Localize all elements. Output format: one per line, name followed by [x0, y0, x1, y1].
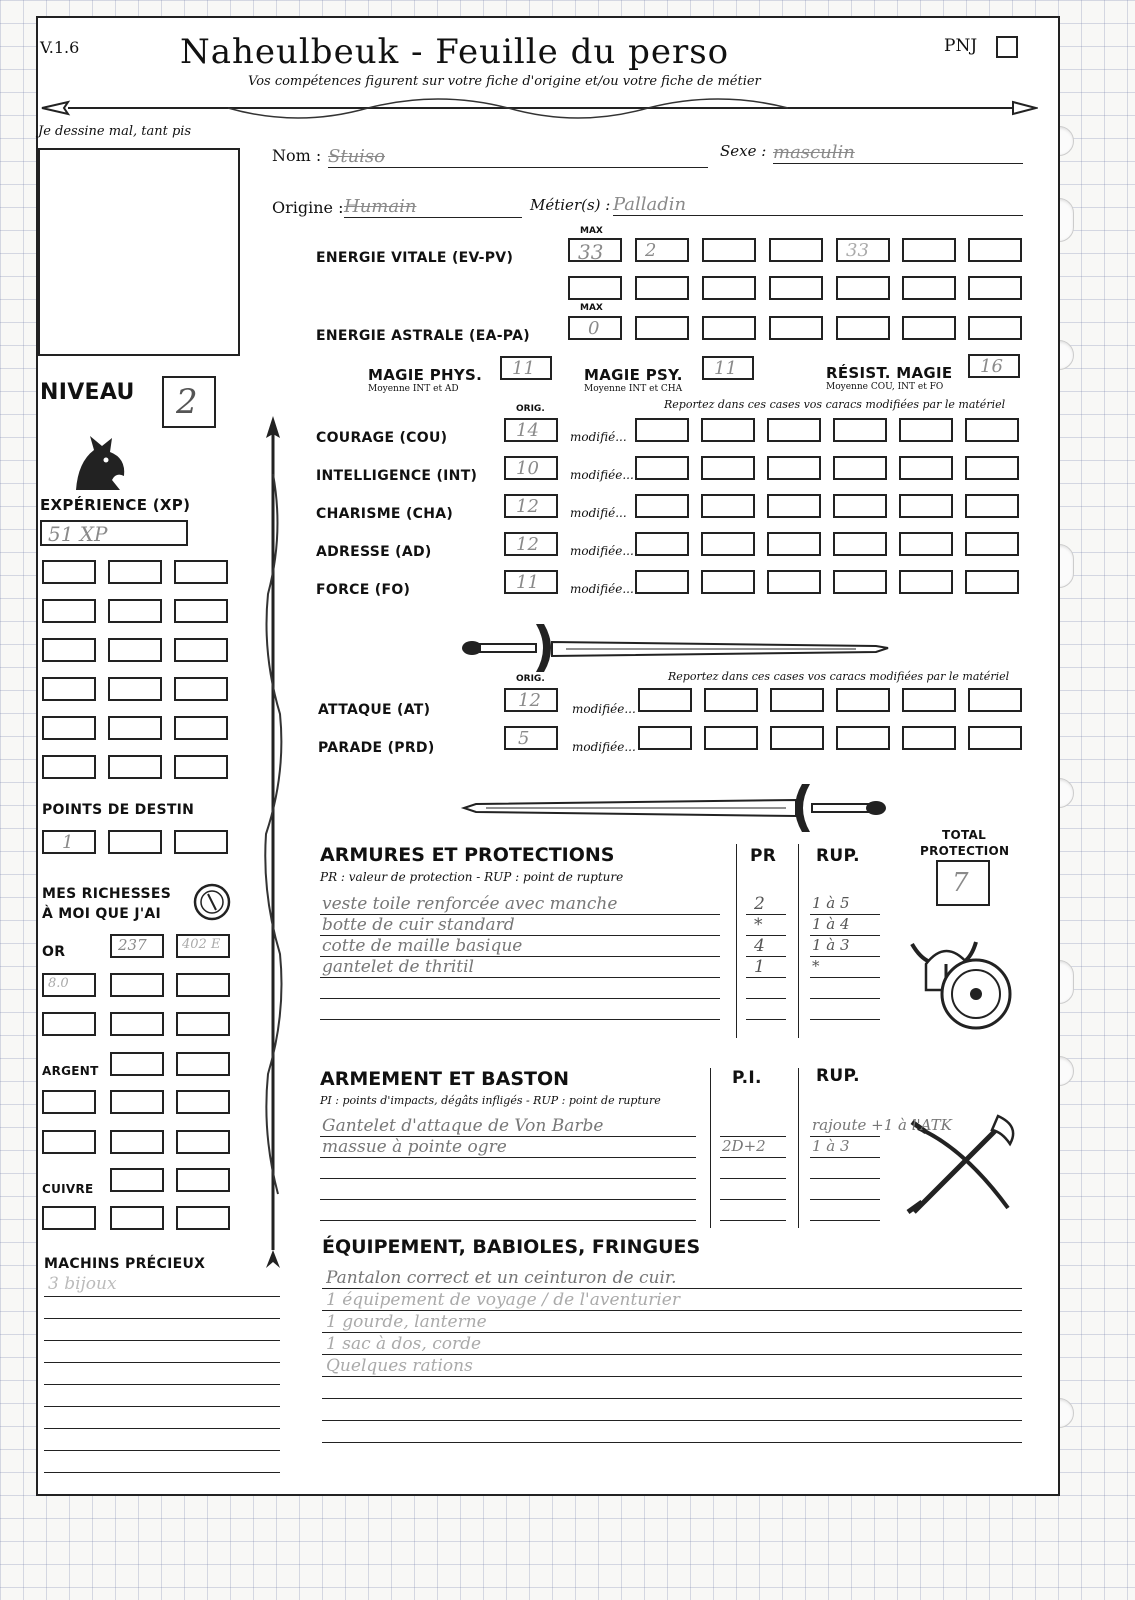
cuivre-label: CUIVRE [42, 1182, 94, 1196]
ea-box[interactable] [702, 316, 756, 340]
total-protection-label-2: PROTECTION [920, 844, 1010, 858]
nom-value: Stuiso [328, 146, 385, 167]
equipement-item[interactable]: Quelques rations [326, 1356, 473, 1376]
combat-orig-box[interactable] [504, 726, 558, 750]
spear-column-icon [260, 414, 286, 1270]
armure-rup-line [810, 956, 880, 957]
resist-magie-value: 16 [980, 356, 1003, 377]
machins-line[interactable] [44, 1296, 280, 1297]
combat-modified-label: modifiée... [572, 702, 636, 716]
stat-orig-box[interactable] [504, 494, 558, 518]
coin-icon [192, 882, 232, 922]
stat-modified-label: modifié... [570, 430, 627, 444]
arme-rup-line [810, 1157, 880, 1158]
origine-label: Origine : [272, 198, 344, 217]
experience-box[interactable] [108, 638, 162, 662]
experience-box[interactable] [174, 677, 228, 701]
arme-name[interactable]: Gantelet d'attaque de Von Barbe [322, 1116, 604, 1136]
argent-label: ARGENT [42, 1064, 99, 1078]
experience-label: EXPÉRIENCE (XP) [40, 496, 191, 514]
armure-rup[interactable]: 1 à 4 [812, 915, 850, 933]
arme-rup-line [810, 1220, 880, 1221]
armures-col-divider [736, 844, 737, 1038]
ev-box[interactable] [769, 238, 823, 262]
stat-modified-box[interactable] [701, 494, 755, 518]
argent-box[interactable] [176, 1052, 230, 1076]
spear-divider-icon [38, 88, 1038, 128]
machins-line[interactable] [44, 1472, 280, 1473]
combat-modified-box[interactable] [968, 688, 1022, 712]
stat-orig-box[interactable] [504, 570, 558, 594]
argent-box[interactable] [42, 1090, 96, 1114]
armure-pr[interactable]: 2 [754, 894, 765, 914]
destin-box[interactable] [42, 830, 96, 854]
or-value: 402 E [182, 937, 221, 952]
ev-box[interactable] [902, 276, 956, 300]
armure-rup-line [810, 998, 880, 999]
combat-label: ATTAQUE (AT) [318, 702, 431, 718]
armure-pr-line [746, 935, 786, 936]
ev-box[interactable] [769, 276, 823, 300]
destin-box[interactable] [174, 830, 228, 854]
magie-psy-box[interactable] [702, 356, 754, 380]
combat-modified-box[interactable] [704, 726, 758, 750]
combat-report-note: Reportez dans ces cases vos caracs modifiées par le matériel [668, 670, 1010, 683]
total-protection-label-1: TOTAL [942, 828, 987, 842]
combat-modified-box[interactable] [902, 726, 956, 750]
arme-pi-line [720, 1220, 786, 1221]
stat-orig-value: 12 [516, 534, 539, 555]
ea-box[interactable] [836, 316, 890, 340]
equipement-title: ÉQUIPEMENT, BABIOLES, FRINGUES [322, 1236, 701, 1258]
ev-max-box[interactable] [568, 238, 622, 262]
stat-orig-value: 12 [516, 496, 539, 517]
cuivre-box[interactable] [110, 1206, 164, 1230]
equipement-item[interactable]: Pantalon correct et un ceinturon de cuir. [326, 1268, 677, 1288]
machins-entry: 3 bijoux [48, 1274, 117, 1294]
stat-modified-box[interactable] [833, 532, 887, 556]
equipement-item[interactable]: 1 équipement de voyage / de l'aventurier [326, 1290, 680, 1310]
stat-modified-box[interactable] [767, 456, 821, 480]
machins-label: MACHINS PRÉCIEUX [44, 1256, 206, 1272]
argent-box[interactable] [110, 1090, 164, 1114]
stats-orig-label: ORIG. [516, 404, 545, 414]
ev-box[interactable] [902, 238, 956, 262]
armure-rup[interactable]: 1 à 3 [812, 936, 850, 954]
experience-box[interactable] [174, 716, 228, 740]
stat-modified-label: modifiée... [570, 544, 634, 558]
version-label: V.1.6 [40, 38, 80, 57]
armures-col-divider [798, 844, 799, 1038]
equipement-line [322, 1354, 1022, 1355]
experience-box[interactable] [174, 755, 228, 779]
armure-pr[interactable]: 4 [754, 936, 765, 956]
combat-modified-box[interactable] [836, 688, 890, 712]
armure-pr-line [746, 977, 786, 978]
stat-label: COURAGE (COU) [316, 430, 448, 446]
ea-box[interactable] [968, 316, 1022, 340]
total-protection-value: 7 [952, 868, 969, 898]
armure-rup-line [810, 1019, 880, 1020]
or-box[interactable] [110, 934, 164, 958]
pnj-checkbox[interactable] [996, 36, 1018, 58]
richesses-label-2: À MOI QUE J'AI [42, 906, 162, 922]
stat-orig-box[interactable] [504, 532, 558, 556]
argent-box[interactable] [42, 1130, 96, 1154]
stat-modified-box[interactable] [965, 570, 1019, 594]
machins-line[interactable] [44, 1450, 280, 1451]
combat-modified-box[interactable] [836, 726, 890, 750]
arme-line [320, 1178, 696, 1179]
combat-modified-label: modifiée... [572, 740, 636, 754]
stat-modified-box[interactable] [767, 418, 821, 442]
total-protection-box[interactable] [936, 860, 990, 906]
stat-modified-box[interactable] [635, 418, 689, 442]
richesses-label-1: MES RICHESSES [42, 886, 172, 902]
equipement-line [322, 1442, 1022, 1443]
stat-label: ADRESSE (AD) [316, 544, 432, 560]
armure-rup[interactable]: 1 à 5 [812, 894, 850, 912]
armure-name[interactable]: gantelet de thritil [322, 957, 474, 977]
arme-name[interactable]: massue à pointe ogre [322, 1137, 507, 1157]
combat-modified-box[interactable] [770, 688, 824, 712]
arme-line [320, 1220, 696, 1221]
armure-pr-line [746, 956, 786, 957]
armement-col-divider [798, 1068, 799, 1228]
magie-psy-value: 11 [714, 358, 737, 379]
stat-modified-box[interactable] [701, 456, 755, 480]
niveau-label: NIVEAU [40, 380, 135, 405]
experience-box[interactable] [108, 560, 162, 584]
stat-modified-box[interactable] [899, 418, 953, 442]
arme-rup[interactable]: rajoute +1 à l'ATK [812, 1116, 952, 1134]
or-box[interactable] [110, 1012, 164, 1036]
armure-name[interactable]: cotte de maille basique [322, 936, 523, 956]
argent-box[interactable] [110, 1052, 164, 1076]
equipement-line [322, 1332, 1022, 1333]
stat-modified-box[interactable] [965, 418, 1019, 442]
portrait-caption: Je dessine mal, tant pis [38, 124, 192, 139]
stat-orig-value: 10 [516, 458, 539, 479]
stat-modified-box[interactable] [899, 456, 953, 480]
or-box[interactable] [176, 1012, 230, 1036]
portrait-box[interactable] [38, 148, 240, 356]
ev-max-label: MAX [580, 226, 603, 236]
or-box[interactable] [110, 973, 164, 997]
stat-modified-box[interactable] [635, 532, 689, 556]
magie-psy-sub: Moyenne INT et CHA [584, 384, 683, 394]
experience-box[interactable] [42, 716, 96, 740]
equipement-item[interactable]: 1 sac à dos, corde [326, 1334, 482, 1354]
stat-modified-box[interactable] [965, 456, 1019, 480]
stat-modified-box[interactable] [899, 532, 953, 556]
pnj-label: PNJ [944, 36, 978, 56]
machins-line[interactable] [44, 1384, 280, 1385]
armures-pr-header: PR [750, 846, 777, 866]
cuivre-box[interactable] [110, 1168, 164, 1192]
stats-report-note: Reportez dans ces cases vos caracs modifiées par le matériel [664, 398, 1006, 411]
experience-total-box[interactable] [40, 520, 188, 546]
armement-title: ARMEMENT ET BASTON [320, 1068, 570, 1090]
stat-modified-box[interactable] [833, 494, 887, 518]
armures-subtitle: PR : valeur de protection - RUP : point de rupture [320, 870, 624, 884]
stat-modified-label: modifiée... [570, 582, 634, 596]
or-box[interactable] [42, 1012, 96, 1036]
armures-title: ARMURES ET PROTECTIONS [320, 844, 615, 866]
stat-modified-box[interactable] [833, 456, 887, 480]
experience-box[interactable] [108, 599, 162, 623]
experience-box[interactable] [174, 599, 228, 623]
stat-modified-box[interactable] [899, 570, 953, 594]
nom-label: Nom : [272, 146, 322, 165]
ea-max-label: MAX [580, 303, 603, 313]
armure-pr[interactable]: 1 [754, 957, 765, 977]
arme-pi-line [720, 1157, 786, 1158]
sheet-subtitle: Vos compétences figurent sur votre fiche d'origine et/ou votre fiche de métier [248, 74, 761, 89]
stat-modified-box[interactable] [767, 494, 821, 518]
armure-rup[interactable]: * [812, 957, 820, 975]
ea-label: ENERGIE ASTRALE (EA-PA) [316, 328, 530, 344]
or-box[interactable] [42, 973, 96, 997]
combat-modified-box[interactable] [704, 688, 758, 712]
magie-psy-label: MAGIE PSY. [584, 366, 683, 384]
arme-rup[interactable]: 1 à 3 [812, 1137, 850, 1155]
character-sheet [36, 16, 1060, 1496]
ea-box[interactable] [902, 316, 956, 340]
stat-modified-box[interactable] [767, 532, 821, 556]
sword-icon [456, 780, 896, 838]
experience-value: 51 XP [48, 522, 108, 546]
stat-modified-box[interactable] [767, 570, 821, 594]
stat-modified-box[interactable] [965, 494, 1019, 518]
origine-value: Humain [344, 196, 417, 217]
experience-box[interactable] [108, 677, 162, 701]
stat-modified-box[interactable] [635, 570, 689, 594]
stat-modified-box[interactable] [965, 532, 1019, 556]
cuivre-box[interactable] [176, 1206, 230, 1230]
argent-box[interactable] [176, 1090, 230, 1114]
arme-rup-line [810, 1199, 880, 1200]
armure-pr-line [746, 914, 786, 915]
experience-box[interactable] [42, 755, 96, 779]
or-value: 8.0 [48, 976, 69, 991]
armures-rup-header: RUP. [816, 846, 860, 866]
sword-icon [456, 618, 896, 676]
stat-label: CHARISME (CHA) [316, 506, 454, 522]
ea-max-value: 0 [588, 318, 600, 339]
metier-label: Métier(s) : [530, 196, 611, 214]
ev-box-value: 2 [645, 240, 657, 261]
armement-rup-header: RUP. [816, 1066, 860, 1086]
argent-box[interactable] [176, 1130, 230, 1154]
experience-box[interactable] [42, 677, 96, 701]
argent-box[interactable] [110, 1130, 164, 1154]
armure-pr-line [746, 998, 786, 999]
machins-line[interactable] [44, 1362, 280, 1363]
stat-modified-box[interactable] [833, 418, 887, 442]
armure-line [320, 1019, 720, 1020]
magie-phys-box[interactable] [500, 356, 552, 380]
arme-line [320, 1157, 696, 1158]
magie-phys-sub: Moyenne INT et AD [368, 384, 459, 394]
resist-magie-label: RÉSIST. MAGIE [826, 364, 953, 382]
or-label: OR [42, 944, 66, 960]
destin-label: POINTS DE DESTIN [42, 802, 195, 818]
ev-box[interactable] [635, 276, 689, 300]
armement-pi-header: P.I. [732, 1068, 762, 1088]
ev-box[interactable] [968, 276, 1022, 300]
combat-modified-box[interactable] [638, 688, 692, 712]
origine-field[interactable] [344, 196, 522, 218]
cuivre-box[interactable] [42, 1206, 96, 1230]
armure-name[interactable]: botte de cuir standard [322, 915, 515, 935]
resist-magie-sub: Moyenne COU, INT et FO [826, 382, 944, 392]
stat-modified-label: modifiée... [570, 468, 634, 482]
magie-phys-value: 11 [512, 358, 535, 379]
stat-orig-box[interactable] [504, 418, 558, 442]
stat-orig-box[interactable] [504, 456, 558, 480]
nom-field[interactable] [328, 146, 708, 168]
arme-line [320, 1199, 696, 1200]
dragon-icon [68, 432, 132, 496]
ea-max-box[interactable] [568, 316, 622, 340]
experience-box[interactable] [108, 755, 162, 779]
ev-box[interactable] [836, 276, 890, 300]
machins-line[interactable] [44, 1318, 280, 1319]
equipement-line [322, 1398, 1022, 1399]
armement-subtitle: PI : points d'impacts, dégâts infligés - RUP : point de rupture [320, 1094, 661, 1107]
armure-line [320, 977, 720, 978]
combat-modified-box[interactable] [770, 726, 824, 750]
machins-line[interactable] [44, 1406, 280, 1407]
arme-pi[interactable]: 2D+2 [722, 1137, 766, 1155]
equipement-line [322, 1310, 1022, 1311]
equipement-line [322, 1288, 1022, 1289]
armure-pr-line [746, 1019, 786, 1020]
armure-name[interactable]: veste toile renforcée avec manche [322, 894, 618, 914]
combat-orig-value: 5 [518, 728, 530, 749]
machins-line[interactable] [44, 1340, 280, 1341]
ea-box[interactable] [635, 316, 689, 340]
combat-orig-value: 12 [518, 690, 541, 711]
magie-phys-label: MAGIE PHYS. [368, 366, 483, 384]
armure-pr[interactable]: * [754, 915, 763, 935]
armure-line [320, 998, 720, 999]
ev-box[interactable] [568, 276, 622, 300]
stat-modified-box[interactable] [635, 494, 689, 518]
ea-box[interactable] [769, 316, 823, 340]
metier-field[interactable] [613, 194, 1023, 216]
ev-box[interactable] [968, 238, 1022, 262]
sheet-title: Naheulbeuk - Feuille du perso [180, 32, 730, 72]
helmet-shield-icon [906, 928, 1018, 1038]
ev-box[interactable] [635, 238, 689, 262]
or-value: 237 [118, 936, 147, 954]
stat-orig-value: 14 [516, 420, 539, 441]
ev-box-value: 33 [846, 240, 869, 261]
or-box[interactable] [176, 973, 230, 997]
ev-label: ENERGIE VITALE (EV-PV) [316, 250, 514, 266]
stat-modified-box[interactable] [701, 532, 755, 556]
equipement-line [322, 1420, 1022, 1421]
stat-label: INTELLIGENCE (INT) [316, 468, 478, 484]
arme-pi-line [720, 1178, 786, 1179]
cuivre-box[interactable] [176, 1168, 230, 1192]
sexe-field[interactable] [773, 142, 1023, 164]
destin-value: 1 [62, 832, 74, 853]
combat-orig-box[interactable] [504, 688, 558, 712]
stat-modified-box[interactable] [833, 570, 887, 594]
or-box[interactable] [176, 934, 230, 958]
armement-col-divider [710, 1068, 711, 1228]
experience-box[interactable] [108, 716, 162, 740]
stat-modified-box[interactable] [899, 494, 953, 518]
experience-box[interactable] [174, 638, 228, 662]
experience-box[interactable] [42, 560, 96, 584]
arme-pi-line [720, 1199, 786, 1200]
sexe-value: masculin [773, 142, 855, 163]
resist-magie-box[interactable] [968, 354, 1020, 378]
stat-modified-box[interactable] [635, 456, 689, 480]
ev-box[interactable] [836, 238, 890, 262]
equipement-line [322, 1376, 1022, 1377]
equipement-item[interactable]: 1 gourde, lanterne [326, 1312, 487, 1332]
combat-modified-box[interactable] [902, 688, 956, 712]
armure-rup-line [810, 977, 880, 978]
combat-orig-label: ORIG. [516, 674, 545, 684]
ev-box[interactable] [702, 276, 756, 300]
machins-line[interactable] [44, 1428, 280, 1429]
ev-max-value: 33 [578, 240, 604, 264]
combat-modified-box[interactable] [638, 726, 692, 750]
stat-modified-box[interactable] [701, 570, 755, 594]
stat-modified-label: modifié... [570, 506, 627, 520]
niveau-value: 2 [176, 382, 198, 422]
experience-box[interactable] [42, 599, 96, 623]
experience-box[interactable] [174, 560, 228, 584]
ev-box[interactable] [702, 238, 756, 262]
arme-rup-line [810, 1178, 880, 1179]
metier-value: Palladin [613, 194, 687, 215]
stat-modified-box[interactable] [701, 418, 755, 442]
combat-modified-box[interactable] [968, 726, 1022, 750]
stat-orig-value: 11 [516, 572, 539, 593]
combat-label: PARADE (PRD) [318, 740, 435, 756]
experience-box[interactable] [42, 638, 96, 662]
niveau-box[interactable] [162, 376, 216, 428]
destin-box[interactable] [108, 830, 162, 854]
sexe-label: Sexe : [720, 142, 767, 160]
stat-label: FORCE (FO) [316, 582, 411, 598]
